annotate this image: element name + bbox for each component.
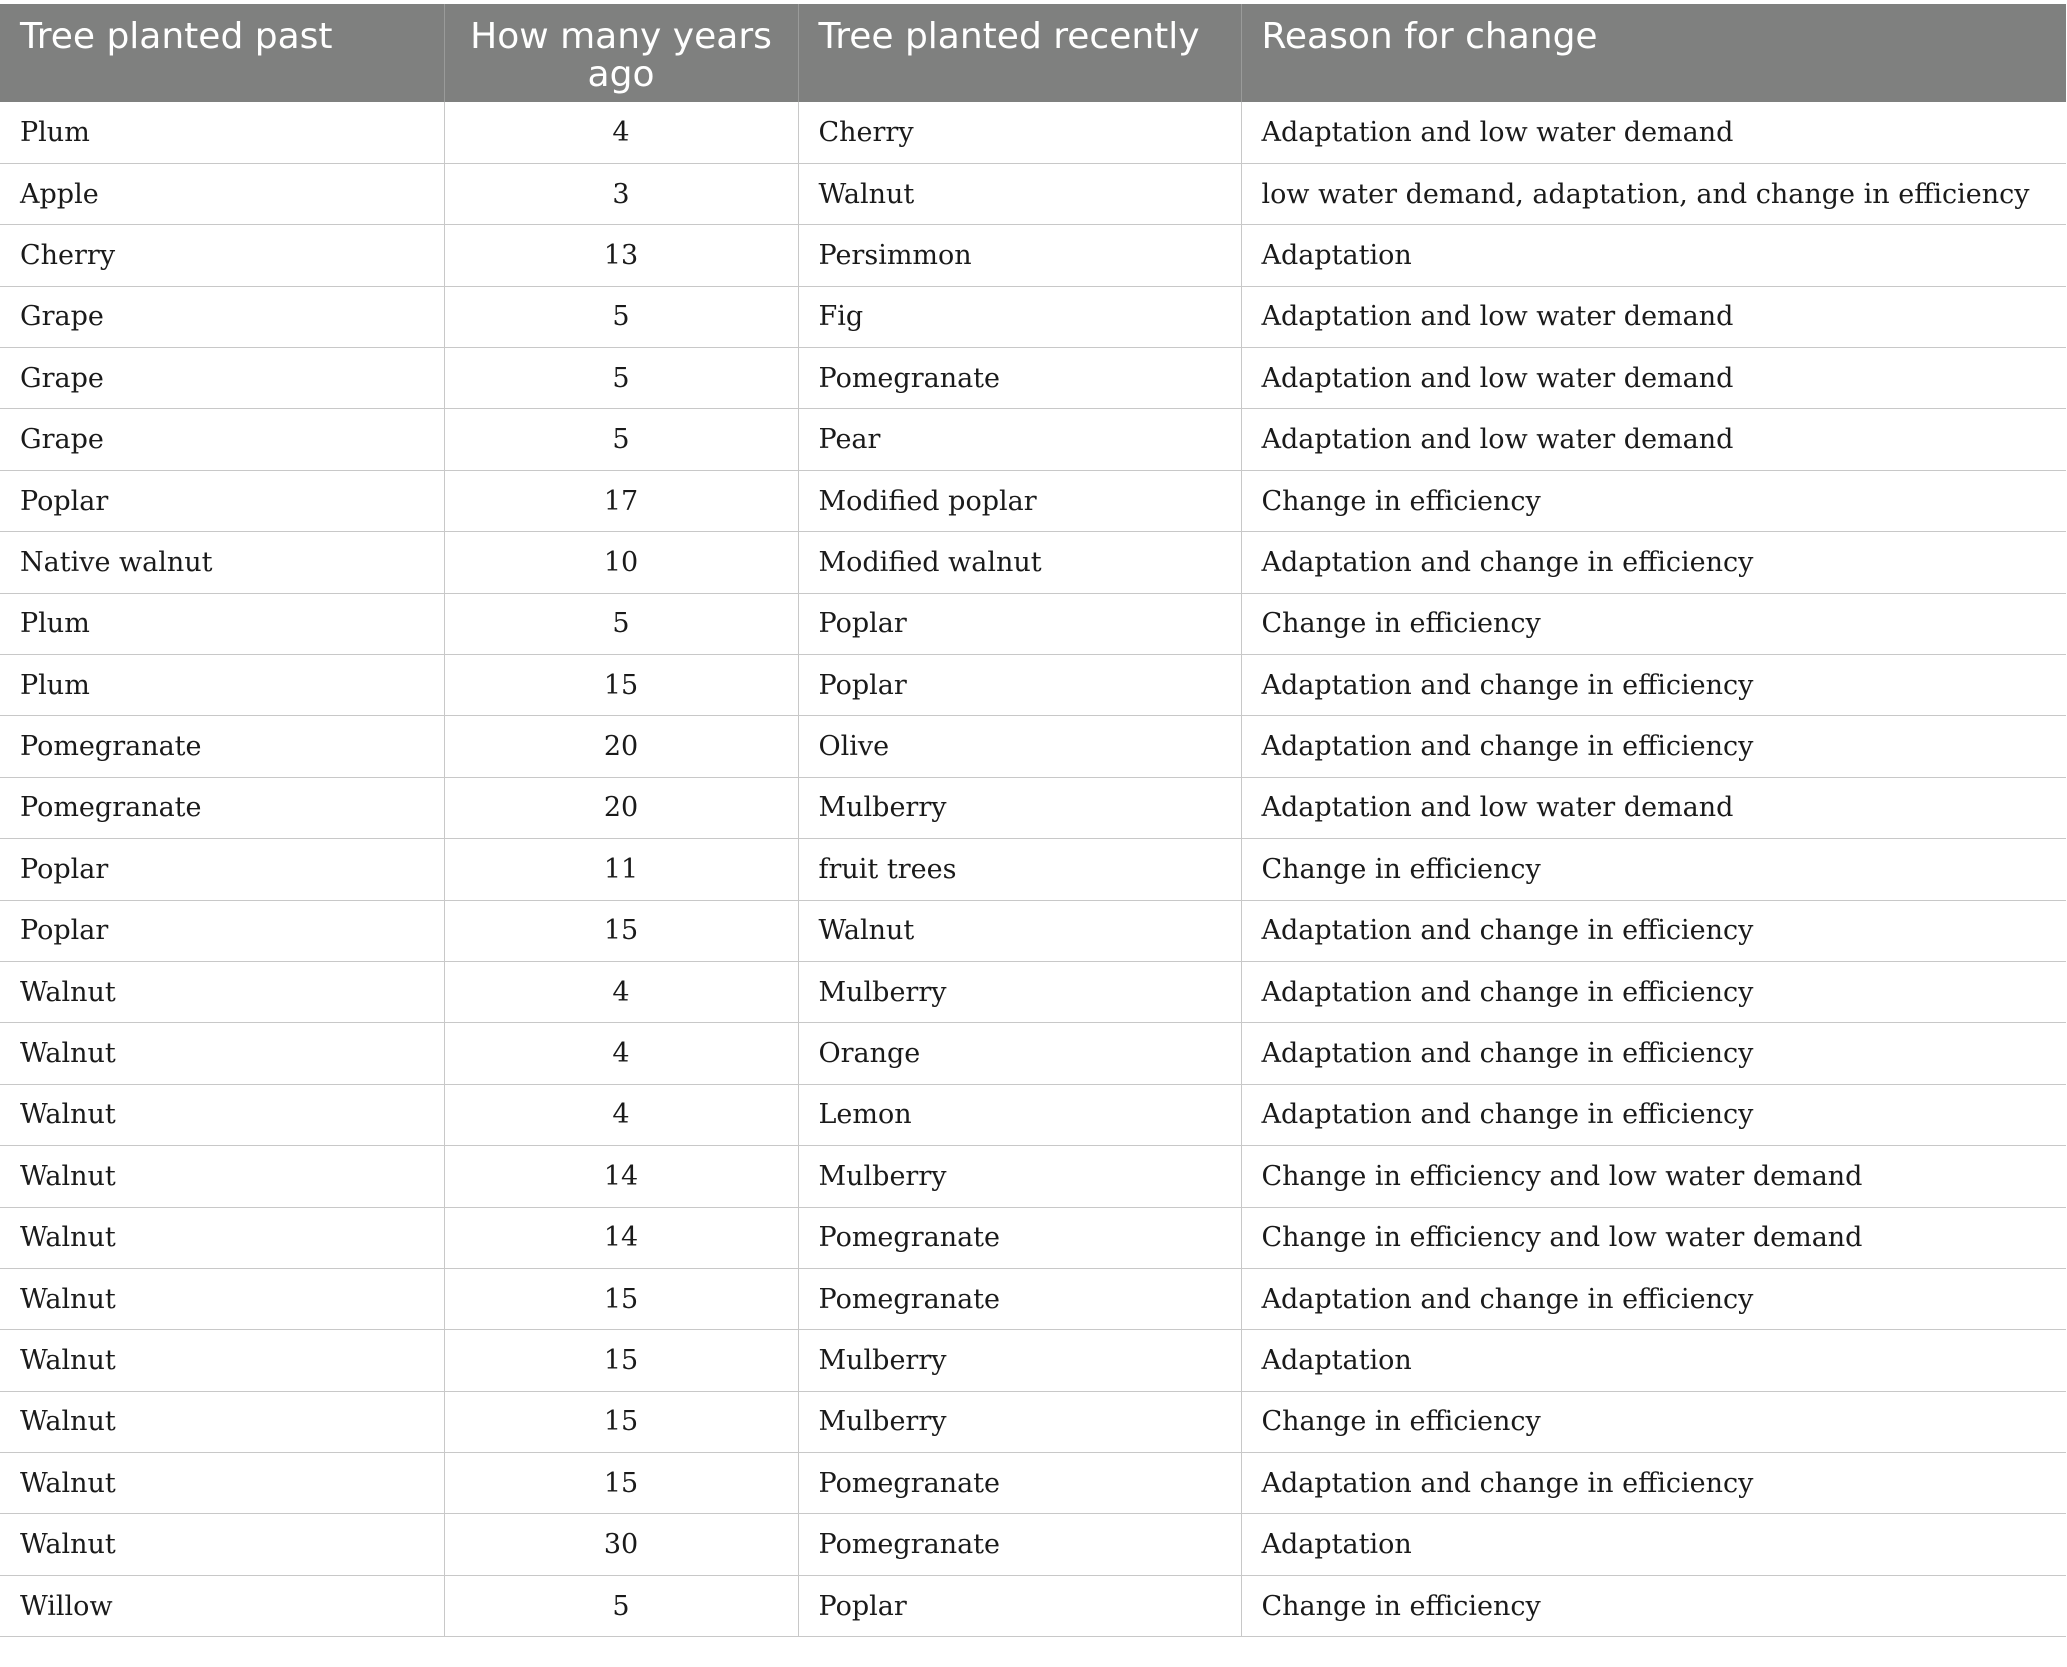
table-row xyxy=(0,1330,2066,1391)
cell-years-ago: 5 xyxy=(444,286,798,347)
cell-tree-planted-recently: Mulberry xyxy=(798,1146,1241,1207)
cell-years-ago: 15 xyxy=(444,1453,798,1514)
cell-tree-planted-past: Grape xyxy=(0,348,444,409)
cell-tree-planted-recently: Mulberry xyxy=(798,1330,1241,1391)
cell-tree-planted-past: Walnut xyxy=(0,1146,444,1207)
cell-tree-planted-past: Plum xyxy=(0,593,444,654)
cell-years-ago: 5 xyxy=(444,409,798,470)
table-row xyxy=(0,470,2066,531)
table-row xyxy=(0,1023,2066,1084)
cell-tree-planted-recently: Mulberry xyxy=(798,777,1241,838)
cell-tree-planted-past: Cherry xyxy=(0,225,444,286)
cell-years-ago: 17 xyxy=(444,470,798,531)
cell-reason-for-change: Adaptation and change in efficiency xyxy=(1241,716,2066,777)
cell-reason-for-change: Adaptation and change in efficiency xyxy=(1241,655,2066,716)
cell-tree-planted-past: Walnut xyxy=(0,1330,444,1391)
cell-years-ago: 15 xyxy=(444,655,798,716)
cell-years-ago: 15 xyxy=(444,1268,798,1329)
cell-tree-planted-past: Poplar xyxy=(0,470,444,531)
table-row xyxy=(0,286,2066,347)
table-row xyxy=(0,1084,2066,1145)
cell-tree-planted-past: Native walnut xyxy=(0,532,444,593)
cell-years-ago: 15 xyxy=(444,1391,798,1452)
cell-years-ago: 11 xyxy=(444,839,798,900)
cell-tree-planted-past: Walnut xyxy=(0,1453,444,1514)
table-row xyxy=(0,1575,2066,1636)
table-header xyxy=(0,4,2066,102)
table-row xyxy=(0,1391,2066,1452)
cell-tree-planted-past: Apple xyxy=(0,163,444,224)
cell-years-ago: 4 xyxy=(444,1084,798,1145)
table-row xyxy=(0,102,2066,163)
cell-tree-planted-recently: Modified walnut xyxy=(798,532,1241,593)
cell-tree-planted-recently: Pomegranate xyxy=(798,1514,1241,1575)
header-tree-planted-past: Tree planted past xyxy=(0,4,444,102)
cell-reason-for-change: Change in efficiency xyxy=(1241,593,2066,654)
cell-tree-planted-recently: Pear xyxy=(798,409,1241,470)
cell-tree-planted-past: Walnut xyxy=(0,1023,444,1084)
cell-reason-for-change: Adaptation and change in efficiency xyxy=(1241,1084,2066,1145)
cell-years-ago: 5 xyxy=(444,348,798,409)
cell-reason-for-change: Adaptation and change in efficiency xyxy=(1241,961,2066,1022)
table-row xyxy=(0,225,2066,286)
cell-tree-planted-recently: Poplar xyxy=(798,1575,1241,1636)
cell-years-ago: 5 xyxy=(444,593,798,654)
cell-reason-for-change: Adaptation xyxy=(1241,1330,2066,1391)
cell-reason-for-change: Adaptation xyxy=(1241,1514,2066,1575)
cell-years-ago: 14 xyxy=(444,1207,798,1268)
table-row xyxy=(0,1453,2066,1514)
cell-reason-for-change: Adaptation and change in efficiency xyxy=(1241,1023,2066,1084)
cell-tree-planted-recently: Poplar xyxy=(798,593,1241,654)
cell-reason-for-change: Adaptation and low water demand xyxy=(1241,409,2066,470)
table-row xyxy=(0,1268,2066,1329)
cell-tree-planted-past: Plum xyxy=(0,102,444,163)
cell-years-ago: 13 xyxy=(444,225,798,286)
cell-reason-for-change: Adaptation and change in efficiency xyxy=(1241,900,2066,961)
cell-reason-for-change: Adaptation and low water demand xyxy=(1241,102,2066,163)
cell-years-ago: 30 xyxy=(444,1514,798,1575)
cell-tree-planted-past: Pomegranate xyxy=(0,716,444,777)
cell-tree-planted-recently: Pomegranate xyxy=(798,1207,1241,1268)
table-row xyxy=(0,839,2066,900)
cell-tree-planted-recently: Mulberry xyxy=(798,1391,1241,1452)
cell-reason-for-change: Adaptation and low water demand xyxy=(1241,777,2066,838)
cell-years-ago: 10 xyxy=(444,532,798,593)
cell-years-ago: 20 xyxy=(444,716,798,777)
cell-tree-planted-recently: Pomegranate xyxy=(798,348,1241,409)
cell-tree-planted-past: Walnut xyxy=(0,1207,444,1268)
header-row xyxy=(0,4,2066,102)
cell-years-ago: 5 xyxy=(444,1575,798,1636)
cell-tree-planted-past: Poplar xyxy=(0,839,444,900)
cell-tree-planted-recently: Walnut xyxy=(798,163,1241,224)
header-tree-planted-recently: Tree planted recently xyxy=(798,4,1241,102)
cell-tree-planted-recently: Olive xyxy=(798,716,1241,777)
cell-tree-planted-past: Grape xyxy=(0,286,444,347)
table-row xyxy=(0,532,2066,593)
cell-years-ago: 4 xyxy=(444,961,798,1022)
cell-tree-planted-past: Walnut xyxy=(0,1084,444,1145)
cell-tree-planted-recently: Modified poplar xyxy=(798,470,1241,531)
table-row xyxy=(0,1146,2066,1207)
cell-tree-planted-recently: Walnut xyxy=(798,900,1241,961)
table-row xyxy=(0,348,2066,409)
table-row xyxy=(0,409,2066,470)
cell-tree-planted-past: Plum xyxy=(0,655,444,716)
cell-tree-planted-recently: Poplar xyxy=(798,655,1241,716)
cell-reason-for-change: Change in efficiency and low water demand xyxy=(1241,1146,2066,1207)
cell-reason-for-change: Change in efficiency xyxy=(1241,470,2066,531)
cell-tree-planted-past: Pomegranate xyxy=(0,777,444,838)
cell-tree-planted-past: Grape xyxy=(0,409,444,470)
cell-tree-planted-recently: Orange xyxy=(798,1023,1241,1084)
cell-reason-for-change: Change in efficiency xyxy=(1241,1575,2066,1636)
header-years-ago: How many years ago xyxy=(444,4,798,102)
cell-reason-for-change: Change in efficiency xyxy=(1241,1391,2066,1452)
cell-years-ago: 20 xyxy=(444,777,798,838)
cell-years-ago: 15 xyxy=(444,1330,798,1391)
table-row xyxy=(0,900,2066,961)
cell-reason-for-change: Change in efficiency and low water demand xyxy=(1241,1207,2066,1268)
cell-tree-planted-recently: Persimmon xyxy=(798,225,1241,286)
cell-years-ago: 3 xyxy=(444,163,798,224)
cell-reason-for-change: Adaptation and change in efficiency xyxy=(1241,1268,2066,1329)
cell-tree-planted-recently: fruit trees xyxy=(798,839,1241,900)
cell-reason-for-change: low water demand, adaptation, and change in efficiency xyxy=(1241,163,2066,224)
cell-tree-planted-recently: Cherry xyxy=(798,102,1241,163)
tree-change-table-container xyxy=(0,4,2066,1637)
table-row xyxy=(0,593,2066,654)
cell-reason-for-change: Adaptation xyxy=(1241,225,2066,286)
cell-reason-for-change: Adaptation and low water demand xyxy=(1241,348,2066,409)
table-row xyxy=(0,777,2066,838)
cell-reason-for-change: Adaptation and low water demand xyxy=(1241,286,2066,347)
cell-years-ago: 4 xyxy=(444,102,798,163)
tree-change-table xyxy=(0,4,2066,1637)
cell-tree-planted-past: Walnut xyxy=(0,1391,444,1452)
cell-tree-planted-past: Walnut xyxy=(0,1268,444,1329)
cell-tree-planted-past: Walnut xyxy=(0,1514,444,1575)
table-row xyxy=(0,961,2066,1022)
cell-reason-for-change: Change in efficiency xyxy=(1241,839,2066,900)
cell-tree-planted-recently: Lemon xyxy=(798,1084,1241,1145)
cell-tree-planted-recently: Pomegranate xyxy=(798,1453,1241,1514)
table-row xyxy=(0,655,2066,716)
table-row xyxy=(0,1207,2066,1268)
cell-tree-planted-recently: Fig xyxy=(798,286,1241,347)
cell-years-ago: 4 xyxy=(444,1023,798,1084)
cell-tree-planted-past: Willow xyxy=(0,1575,444,1636)
cell-tree-planted-recently: Pomegranate xyxy=(798,1268,1241,1329)
cell-tree-planted-recently: Mulberry xyxy=(798,961,1241,1022)
cell-years-ago: 15 xyxy=(444,900,798,961)
header-reason-for-change: Reason for change xyxy=(1241,4,2066,102)
table-row xyxy=(0,163,2066,224)
cell-years-ago: 14 xyxy=(444,1146,798,1207)
cell-reason-for-change: Adaptation and change in efficiency xyxy=(1241,532,2066,593)
cell-tree-planted-past: Poplar xyxy=(0,900,444,961)
cell-tree-planted-past: Walnut xyxy=(0,961,444,1022)
table-row xyxy=(0,1514,2066,1575)
table-row xyxy=(0,716,2066,777)
cell-reason-for-change: Adaptation and change in efficiency xyxy=(1241,1453,2066,1514)
table-body xyxy=(0,102,2066,1637)
